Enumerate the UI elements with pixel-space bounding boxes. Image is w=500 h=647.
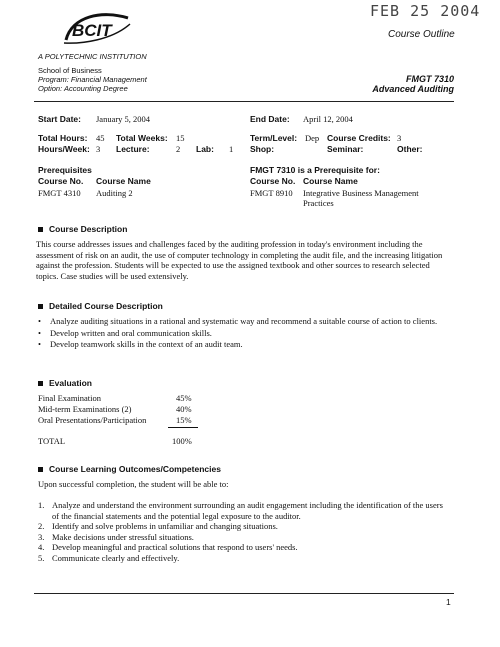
- outcomes-heading: Course Learning Outcomes/Competencies: [38, 464, 221, 474]
- list-item: • Analyze auditing situations in a rational and systematic way and recommend a suitable course of action to clients.: [36, 316, 452, 327]
- lecture-value: 2: [176, 144, 181, 154]
- prerequisites-title: Prerequisites: [38, 165, 92, 175]
- section-bullet-icon: [38, 467, 43, 472]
- term-level-value: Dep: [305, 133, 320, 143]
- course-description-text: This course addresses issues and challenges faced by the auditing profession in today's environment including the assessment of risk on an audit, the use of computer technology in completing the audit file, and the increasing litigation against the profession. Students will be expected to use the assigned textbook and other sources to research selected topics. Case studies will be used extensively.: [36, 239, 443, 281]
- svg-text:BCIT: BCIT: [72, 21, 112, 40]
- evaluation-heading: Evaluation: [38, 378, 92, 388]
- seminar-label: Seminar:: [327, 144, 364, 154]
- eval-row-value: 15%: [176, 415, 192, 425]
- prereq-for-col-course-no: Course No.: [250, 176, 296, 186]
- prereq-course-no: FMGT 4310: [38, 188, 81, 198]
- start-date-value: January 5, 2004: [96, 114, 151, 124]
- course-credits-value: 3: [397, 133, 402, 143]
- shop-label: Shop:: [250, 144, 275, 154]
- course-credits-label: Course Credits:: [327, 133, 391, 143]
- section-bullet-icon: [38, 381, 43, 386]
- document-type: Course Outline: [388, 29, 455, 40]
- header-divider: [34, 101, 454, 102]
- eval-row-label: Mid-term Examinations (2): [38, 404, 132, 414]
- end-date-label: End Date:: [250, 114, 290, 124]
- term-level-label: Term/Level:: [250, 133, 298, 143]
- total-weeks-label: Total Weeks:: [116, 133, 168, 143]
- eval-row-value: 40%: [176, 404, 192, 414]
- eval-row-label: Final Examination: [38, 393, 102, 403]
- lecture-label: Lecture:: [116, 144, 150, 154]
- prereq-for-title: FMGT 7310 is a Prerequisite for:: [250, 165, 380, 175]
- section-bullet-icon: [38, 227, 43, 232]
- page-number: 1: [446, 597, 451, 607]
- other-label: Other:: [397, 144, 423, 154]
- hours-week-label: Hours/Week:: [38, 144, 90, 154]
- prereq-col-course-no: Course No.: [38, 176, 84, 186]
- list-item: 3. Make decisions under stressful situations.: [38, 531, 194, 542]
- list-item: 1. Analyze and understand the environment surrounding an audit engagement including the identification of the users of the financial statements and the potential legal exposure to the auditor.: [38, 500, 443, 521]
- list-item: 5. Communicate clearly and effectively.: [38, 552, 180, 563]
- prereq-course-name: Auditing 2: [96, 188, 133, 198]
- total-weeks-value: 15: [176, 133, 185, 143]
- option-name: Option: Accounting Degree: [38, 84, 128, 93]
- course-title: Advanced Auditing: [372, 84, 454, 94]
- program-name: Program: Financial Management: [38, 75, 147, 84]
- list-item: • Develop teamwork skills in the context of an audit team.: [36, 339, 452, 350]
- detailed-description-heading: Detailed Course Description: [38, 301, 163, 311]
- lab-value: 1: [229, 144, 234, 154]
- lab-label: Lab:: [196, 144, 214, 154]
- course-code: FMGT 7310: [405, 74, 454, 84]
- prereq-col-course-name: Course Name: [96, 176, 151, 186]
- detailed-description-list: [36, 316, 452, 351]
- eval-row-value: 45%: [176, 393, 192, 403]
- total-hours-label: Total Hours:: [38, 133, 88, 143]
- section-bullet-icon: [38, 304, 43, 309]
- total-underline: [168, 427, 198, 428]
- school-name: School of Business: [38, 66, 102, 75]
- list-item: • Develop written and oral communication skills.: [36, 328, 452, 339]
- hours-week-value: 3: [96, 144, 101, 154]
- start-date-label: Start Date:: [38, 114, 81, 124]
- prereq-for-course-name: Integrative Business Management Practices: [303, 188, 419, 208]
- eval-total-label: TOTAL: [38, 436, 66, 446]
- footer-divider: [34, 593, 454, 594]
- date-stamp: FEB 25 2004: [370, 2, 481, 20]
- end-date-value: April 12, 2004: [303, 114, 353, 124]
- eval-row-label: Oral Presentations/Participation: [38, 415, 147, 425]
- list-item: 4. Develop meaningful and practical solutions that respond to users' needs.: [38, 542, 298, 552]
- course-description-heading: Course Description: [38, 224, 127, 234]
- prereq-for-col-course-name: Course Name: [303, 176, 358, 186]
- prereq-for-course-no: FMGT 8910: [250, 188, 293, 198]
- institution-tagline: A POLYTECHNIC INSTITUTION: [38, 52, 147, 61]
- list-item: 2. Identify and solve problems in unfamiliar and changing situations.: [38, 521, 278, 531]
- outcomes-list: [38, 500, 452, 563]
- outcomes-intro: Upon successful completion, the student will be able to:: [38, 479, 229, 489]
- eval-total-value: 100%: [172, 436, 192, 446]
- bcit-logo: [62, 10, 132, 46]
- total-hours-value: 45: [96, 133, 105, 143]
